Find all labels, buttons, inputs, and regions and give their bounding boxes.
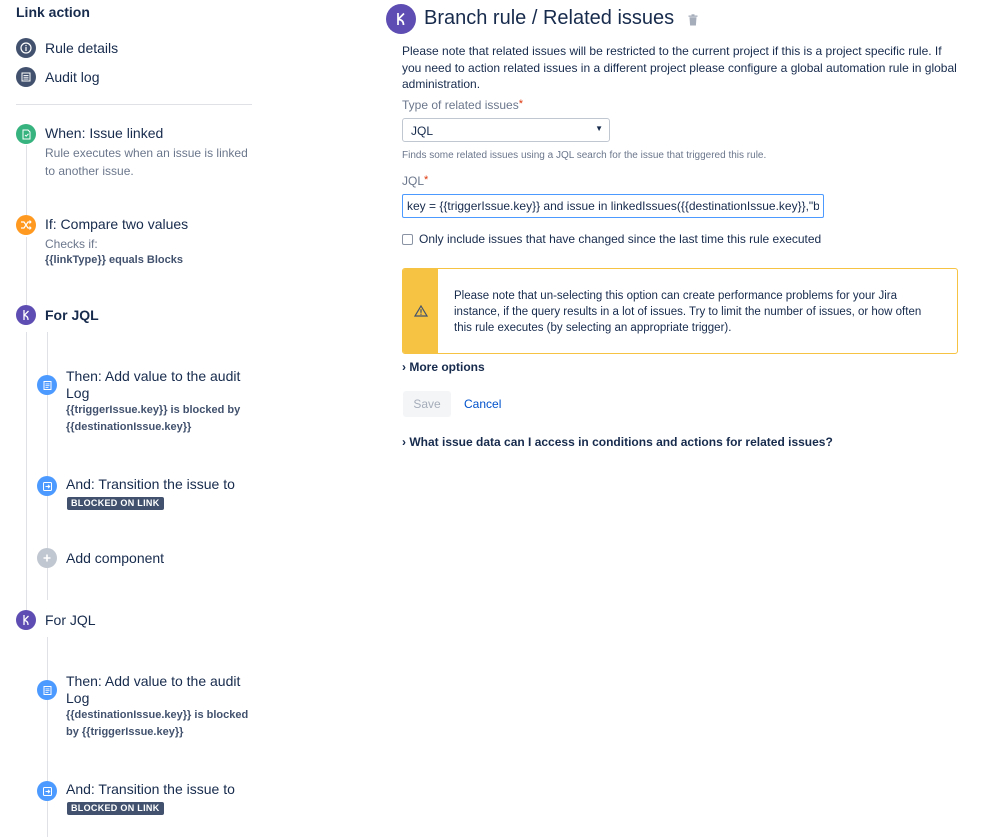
connector-line — [26, 332, 27, 612]
component-condition-compare[interactable] — [16, 213, 256, 269]
nav-audit-log-label: Audit log — [45, 69, 100, 85]
warning-icon — [414, 305, 428, 317]
audit-log-detail: {{triggerIssue.key}} is blocked by {{destinationIssue.key}} — [66, 404, 241, 433]
sidebar-title: Link action — [16, 4, 90, 20]
component-title: And: Transition the issue to — [66, 476, 235, 492]
status-lozenge: BLOCKED ON LINK — [67, 497, 164, 510]
only-changed-checkbox[interactable] — [402, 234, 413, 245]
condition-detail: {{linkType}} equals Blocks — [45, 254, 183, 266]
related-issues-type-select[interactable] — [402, 118, 610, 142]
nav-rule-details[interactable] — [16, 37, 118, 59]
page-title: Branch rule / Related issues — [424, 7, 675, 29]
status-lozenge: BLOCKED ON LINK — [67, 802, 164, 815]
component-title: For JQL — [45, 307, 99, 323]
audit-log-detail: {{destinationIssue.key}} is blocked by {{triggerIssue.key}} — [66, 709, 249, 738]
type-field-label — [402, 98, 523, 112]
jql-field-label — [402, 174, 428, 188]
changed-issues-option[interactable] — [402, 232, 821, 246]
jql-input[interactable] — [402, 194, 824, 218]
issue-data-help-toggle[interactable] — [402, 435, 833, 449]
info-icon — [16, 38, 36, 58]
component-title: Then: Add value to the audit Log — [66, 673, 241, 706]
component-action-audit-log[interactable] — [37, 366, 257, 438]
component-title: When: Issue linked — [45, 125, 164, 141]
transition-icon — [37, 476, 57, 496]
component-action-transition[interactable] — [37, 779, 257, 819]
component-description: Checks if: — [45, 237, 98, 251]
document-icon — [37, 680, 57, 700]
save-button[interactable]: Save — [403, 391, 451, 417]
required-marker: * — [518, 98, 524, 110]
nav-audit-log[interactable] — [16, 66, 99, 88]
nav-rule-details-label: Rule details — [45, 40, 119, 56]
project-restriction-note: Please note that related issues will be restricted to the current project if this is a project specific rule. If you need to action related issues in a different project please configure a global automation rule in global administration. — [402, 44, 957, 91]
branch-icon — [16, 305, 36, 325]
component-branch-for-jql-selected[interactable] — [16, 304, 256, 328]
chevron-right-icon: › — [402, 360, 406, 374]
trigger-icon — [16, 124, 36, 144]
rule-sidebar — [0, 0, 270, 837]
transition-icon — [37, 781, 57, 801]
component-branch-for-jql[interactable] — [16, 609, 256, 633]
more-options-toggle[interactable] — [402, 360, 485, 374]
jql-field-label-text: JQL — [402, 174, 425, 188]
sidebar-divider — [16, 104, 252, 105]
trash-icon[interactable] — [688, 13, 698, 25]
component-title: For JQL — [45, 612, 96, 628]
required-marker: * — [424, 174, 429, 186]
more-options-label: More options — [409, 360, 485, 374]
warning-bar — [403, 269, 438, 353]
warning-text: Please note that un-selecting this option can create performance problems for your Jira instance, if the query results in a lot of issues. Try to limit the number of issues, or how often this rule executes (by selecting an appropriate trigger). — [454, 290, 922, 334]
issue-data-help-label: What issue data can I access in conditions and actions for related issues? — [409, 435, 833, 449]
component-action-audit-log[interactable] — [37, 671, 257, 743]
plus-icon — [37, 548, 57, 568]
component-action-transition[interactable] — [37, 474, 257, 514]
cancel-link[interactable]: Cancel — [464, 397, 502, 411]
add-component-button[interactable] — [37, 547, 237, 571]
checkbox-label: Only include issues that have changed since the last time this rule executed — [419, 232, 822, 246]
list-icon — [16, 67, 36, 87]
component-title: Add component — [66, 550, 165, 566]
component-trigger-issue-linked[interactable] — [16, 122, 256, 178]
performance-warning — [402, 268, 958, 354]
type-help-text: Finds some related issues using a JQL search for the issue that triggered this rule. — [402, 150, 767, 161]
type-field-label-text: Type of related issues — [402, 98, 519, 112]
branch-icon — [386, 4, 416, 34]
shuffle-icon — [16, 215, 36, 235]
component-title: If: Compare two values — [45, 216, 189, 232]
chevron-right-icon: › — [402, 435, 406, 449]
branch-icon — [16, 610, 36, 630]
component-description: Rule executes when an issue is linked to another issue. — [45, 146, 248, 178]
document-icon — [37, 375, 57, 395]
select-value: JQL — [411, 124, 434, 138]
component-title: And: Transition the issue to — [66, 781, 235, 797]
component-title: Then: Add value to the audit Log — [66, 368, 241, 401]
dropdown-arrow-icon: ▼ — [595, 124, 603, 133]
